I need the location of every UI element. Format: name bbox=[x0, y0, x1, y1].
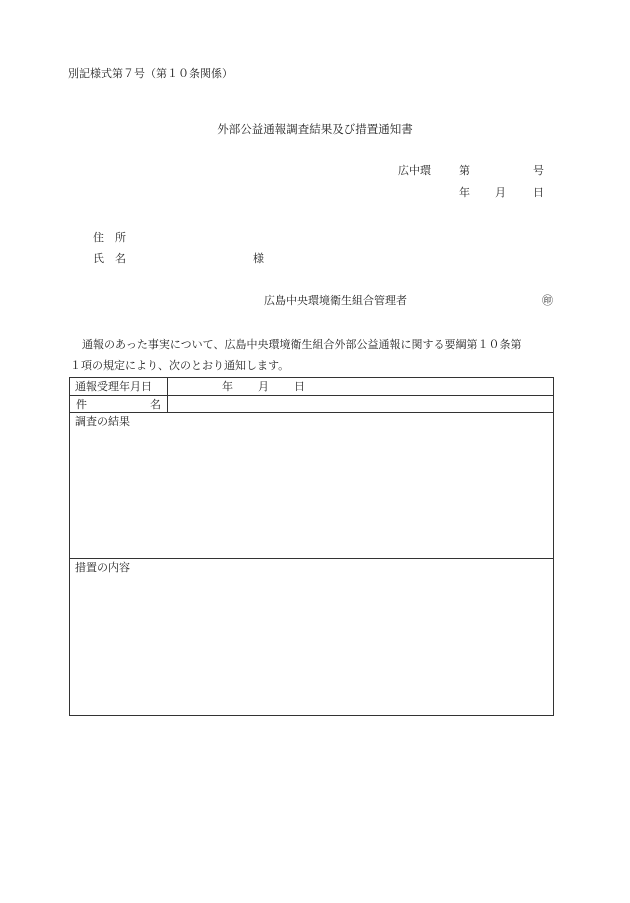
issue-date-day: 日 bbox=[533, 186, 544, 199]
measures-section bbox=[70, 559, 553, 715]
seal-mark: ㊞ bbox=[542, 294, 553, 307]
notification-table bbox=[69, 377, 554, 716]
received-date-day: 日 bbox=[294, 380, 305, 393]
issue-date-month: 月 bbox=[495, 186, 506, 199]
recipient-name-label: 氏 名 bbox=[93, 252, 126, 265]
reference-number-prefix: 第 bbox=[459, 164, 470, 177]
issue-date-year: 年 bbox=[459, 186, 470, 199]
body-text-line-1: 通報のあった事実について、広島中央環境衛生組合外部公益通報に関する要綱第１０条第 bbox=[82, 338, 522, 351]
measures-label: 措置の内容 bbox=[75, 561, 130, 574]
form-number: 別記様式第７号（第１０条関係） bbox=[68, 67, 233, 80]
received-date-row bbox=[70, 378, 553, 396]
subject-label-first: 件 bbox=[76, 398, 87, 411]
received-date-label: 通報受理年月日 bbox=[75, 380, 152, 393]
sender-name: 広島中央環境衛生組合管理者 bbox=[264, 294, 407, 307]
reference-issuer: 広中環 bbox=[398, 164, 431, 177]
document-title: 外部公益通報調査結果及び措置通知書 bbox=[217, 122, 413, 136]
investigation-result-section bbox=[70, 413, 553, 559]
received-date-month: 月 bbox=[258, 380, 269, 393]
investigation-result-label: 調査の結果 bbox=[75, 415, 130, 428]
body-text-line-2: １項の規定により、次のとおり通知します。 bbox=[70, 359, 290, 372]
recipient-address-label: 住 所 bbox=[93, 231, 126, 244]
subject-label-second: 名 bbox=[150, 398, 161, 411]
received-date-year: 年 bbox=[222, 380, 233, 393]
column-divider bbox=[167, 396, 168, 412]
recipient-honorific: 様 bbox=[253, 252, 264, 265]
reference-number-suffix: 号 bbox=[533, 164, 544, 177]
column-divider bbox=[167, 378, 168, 395]
subject-row bbox=[70, 396, 553, 413]
